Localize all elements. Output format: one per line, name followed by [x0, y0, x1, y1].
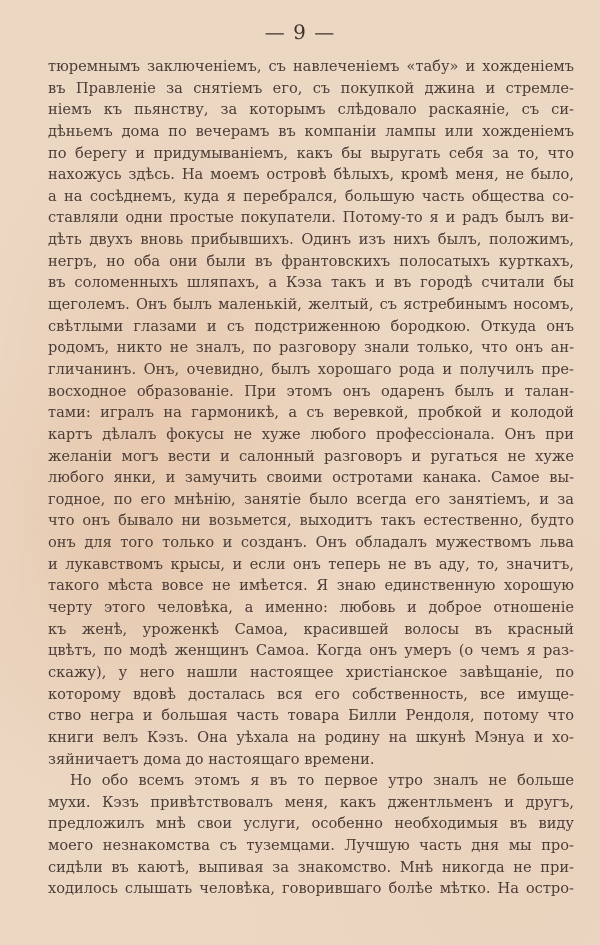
text-line: сидѣли въ каютѣ, выпивая за знакомство. Мнѣ никогда не при- [48, 858, 574, 876]
text-line: черту этого человѣка, а именно: любовь и доброе отношеніе [48, 599, 574, 617]
text-line: что онъ бывало ни возьмется, выходитъ такъ естественно, будто [48, 512, 574, 530]
text-line: которому вдовѣ досталась вся его собственность, все имуще- [48, 685, 574, 703]
text-line: тюремнымъ заключеніемъ, съ навлеченіемъ «табу» и хожденіемъ [48, 58, 574, 75]
text-line: дѣньемъ дома по вечерамъ въ компаніи лампы или хожденіемъ [48, 122, 574, 140]
text-line: скажу), у него нашли настоящее христіанское завѣщаніе, по [48, 663, 574, 681]
page-body-text [48, 56, 574, 900]
text-line: тами: игралъ на гармоникѣ, а съ веревкой, пробкой и колодой [48, 404, 574, 422]
text-line: въ соломенныхъ шляпахъ, а Кэза такъ и въ городѣ считали бы [48, 274, 574, 292]
text-line: ставляли одни простые покупатели. Потому-то я и радъ былъ ви- [48, 209, 574, 227]
text-line: щеголемъ. Онъ былъ маленькій, желтый, съ ястребинымъ носомъ, [48, 296, 574, 314]
text-line: дѣть двухъ вновь прибывшихъ. Одинъ изъ нихъ былъ, положимъ, [48, 231, 574, 249]
text-line: нахожусь здѣсь. На моемъ островѣ бѣлыхъ, кромѣ меня, не было, [48, 166, 574, 184]
text-line: такого мѣста вовсе не имѣется. Я знаю единственную хорошую [48, 577, 574, 595]
text-line: ніемъ къ пьянству, за которымъ слѣдовало раскаяніе, съ си- [48, 101, 574, 119]
text-line: и лукавствомъ крысы, и если онъ теперь не въ аду, то, значитъ, [48, 555, 574, 573]
text-line: а на сосѣднемъ, куда я перебрался, большую часть общества со- [48, 187, 574, 205]
text-line: онъ для того только и созданъ. Онъ обладалъ мужествомъ льва [48, 534, 574, 552]
text-line: картъ дѣлалъ фокусы не хуже любого профессіонала. Онъ при [48, 425, 574, 443]
text-line: желаніи могъ вести и салонный разговоръ и ругаться не хуже [48, 447, 574, 465]
paragraph-2 [48, 770, 574, 900]
text-line: ство негра и большая часть товара Билли Рендоля, потому что [48, 707, 574, 725]
text-line: негръ, но оба они были въ франтовскихъ полосатыхъ курткахъ, [48, 252, 574, 270]
text-line: моего незнакомства съ туземцами. Лучшую часть дня мы про- [48, 837, 574, 855]
text-line: по берегу и придумываніемъ, какъ бы выругать себя за то, что [48, 144, 574, 162]
text-line: мухи. Кэзъ привѣтствовалъ меня, какъ джентльменъ и другъ, [48, 793, 574, 811]
text-line: ходилось слышать человѣка, говорившаго болѣе мѣтко. На остро- [48, 880, 574, 898]
text-line: годное, по его мнѣнію, занятіе было всегда его занятіемъ, и за [48, 490, 574, 508]
page-number: — 9 — [264, 20, 336, 44]
text-line: гличанинъ. Онъ, очевидно, былъ хорошаго рода и получилъ пре- [48, 360, 574, 378]
text-line: восходное образованіе. При этомъ онъ одаренъ былъ и талан- [48, 382, 574, 400]
text-line: предложилъ мнѣ свои услуги, особенно необходимыя въ виду [48, 815, 574, 833]
text-line: любого янки, и замучить своими остротами канака. Самое вы- [48, 469, 574, 487]
text-line: въ Правленіе за снятіемъ его, съ покупкой джина и стремле- [48, 79, 574, 97]
text-line: свѣтлыми глазами и съ подстриженною бородкою. Откуда онъ [48, 317, 574, 335]
text-line: Но обо всемъ этомъ я въ то первое утро зналъ не больше [70, 772, 574, 790]
text-line: цвѣтъ, по модѣ женщинъ Самоа. Когда онъ умеръ (о чемъ я раз- [48, 642, 574, 660]
text-line: зяйничаетъ дома до настоящаго времени. [48, 750, 375, 768]
text-line: родомъ, никто не зналъ, по разговору знали только, что онъ ан- [48, 339, 574, 357]
text-line: книги велъ Кэзъ. Она уѣхала на родину на шкунѣ Мэнуа и хо- [48, 728, 574, 746]
text-line: къ женѣ, уроженкѣ Самоа, красившей волосы въ красный [48, 620, 574, 638]
paragraph-1 [48, 56, 574, 770]
